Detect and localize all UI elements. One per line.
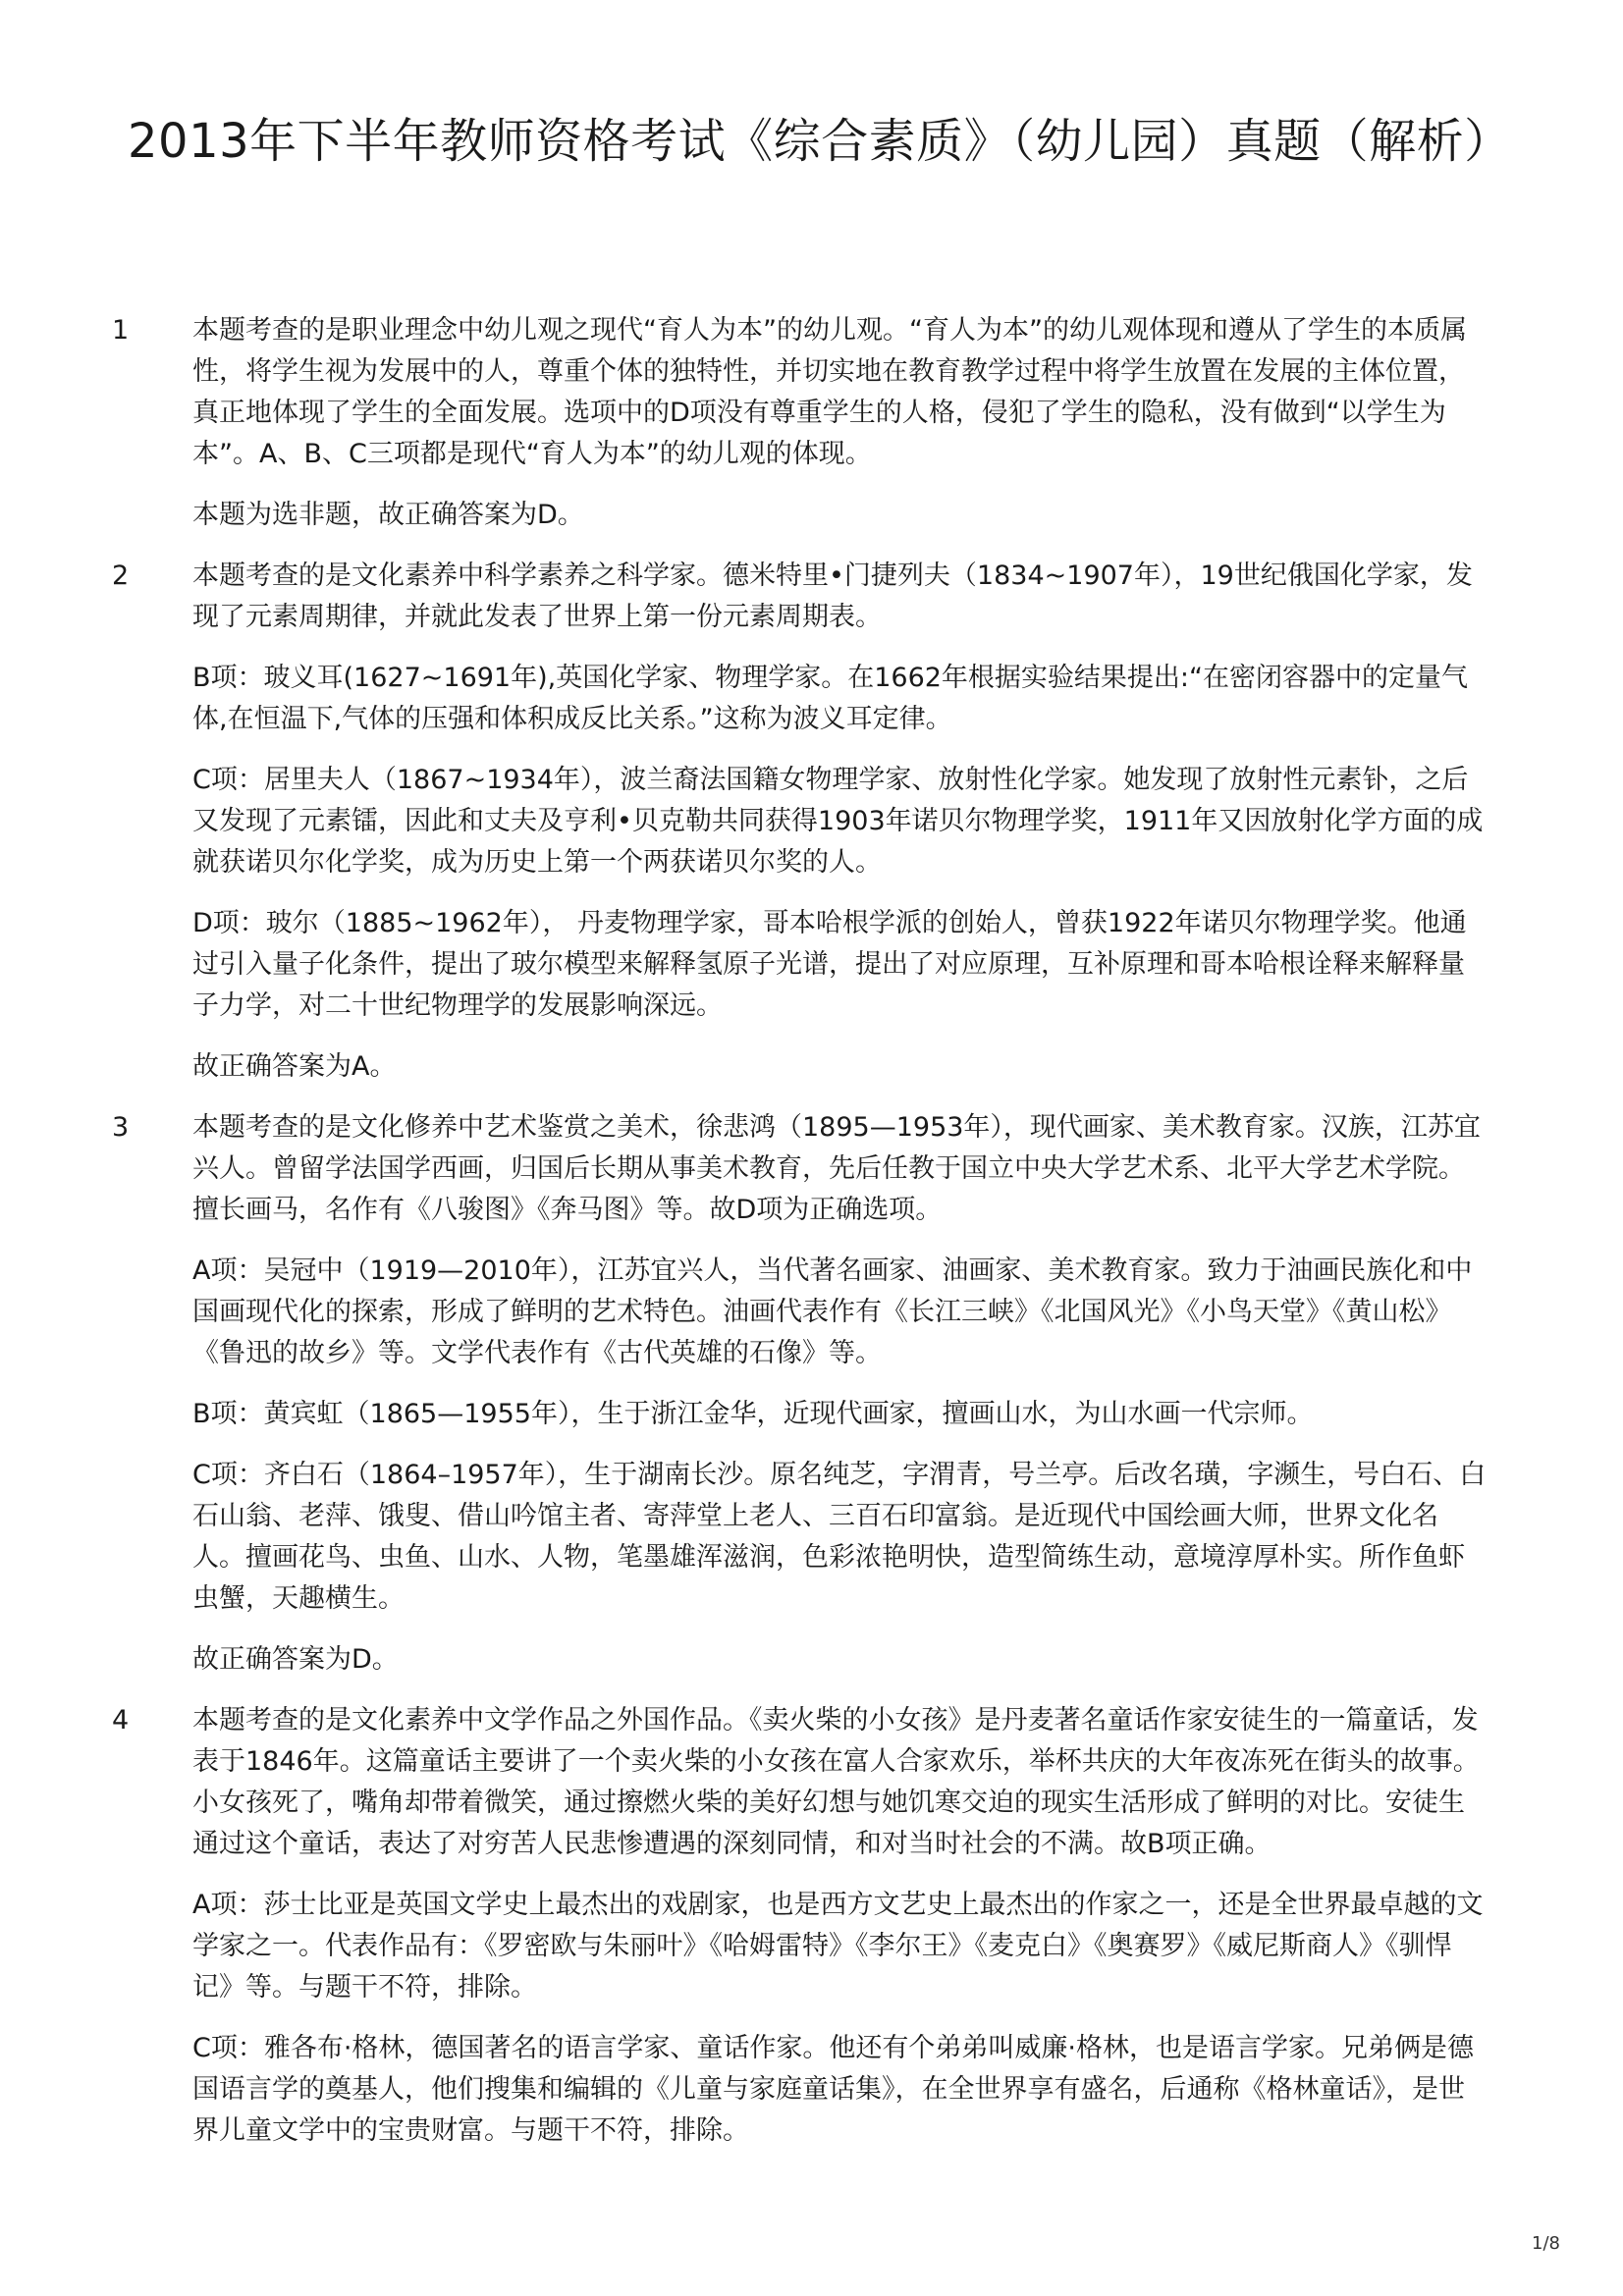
question-body xyxy=(192,1107,1487,1681)
question-3 xyxy=(112,1107,1487,1681)
paragraph: B项：玻义耳(1627~1691年),英国化学家、物理学家。在1662年根据实验结果提出:“在密闭容器中的定量气体,在恒温下,气体的压强和体积成反比关系。”这称为波义耳定律。 xyxy=(192,663,1469,734)
paragraph: C项：雅各布·格林，德国著名的语言学家、童话作家。他还有个弟弟叫威廉·格林，也是语言学家。兄弟俩是德国语言学的奠基人，他们搜集和编辑的《儿童与家庭童话集》，在全世界享有盛名，后通称《格林童话》，是世界儿童文学中的宝贵财富。与题干不符，排除。 xyxy=(192,2033,1475,2146)
paragraph: 本题考查的是文化素养中科学素养之科学家。德米特里•门捷列夫（1834~1907年），19世纪俄国化学家，发现了元素周期律，并就此发表了世界上第一份元素周期表。 xyxy=(192,561,1473,632)
paragraph: A项：莎士比亚是英国文学史上最杰出的戏剧家，也是西方文艺史上最杰出的作家之一，还是全世界最卓越的文学家之一。代表作品有：《罗密欧与朱丽叶》《哈姆雷特》《李尔王》《麦克白》《奥赛罗》《威尼斯商人》《驯悍记》等。与题干不符，排除。 xyxy=(192,1890,1484,2002)
paragraph: 本题考查的是文化修养中艺术鉴赏之美术，徐悲鸿（1895—1953年），现代画家、美术教育家。汉族，江苏宜兴人。曾留学法国学西画，归国后长期从事美术教育，先后任教于国立中央大学艺术系、北平大学艺术学院。擅长画马，名作有《八骏图》《奔马图》等。故D项为正确选项。 xyxy=(192,1112,1481,1225)
answer-line: 故正确答案为D。 xyxy=(192,1644,399,1675)
question-body xyxy=(192,1700,1487,2152)
question-number: 1 xyxy=(112,315,130,346)
paragraph: C项：齐白石（1864–1957年），生于湖南长沙。原名纯芝，字渭青，号兰亭。后改名璜，字濒生，号白石、白石山翁、老萍、饿叟、借山吟馆主者、寄萍堂上老人、三百石印富翁。是近现代中国绘画大师，世界文化名人。擅画花鸟、虫鱼、山水、人物，笔墨雄浑滋润，色彩浓艳明快，造型简练生动，意境淳厚朴实。所作鱼虾虫蟹，天趣横生。 xyxy=(192,1460,1487,1614)
page-title: 2013年下半年教师资格考试《综合素质》（幼儿园）真题（解析） xyxy=(128,114,1512,169)
question-2 xyxy=(112,556,1487,1088)
question-4 xyxy=(112,1700,1487,2152)
document-body xyxy=(112,310,1487,2171)
paragraph: D项：玻尔（1885~1962年）， 丹麦物理学家，哥本哈根学派的创始人，曾获1922年诺贝尔物理学奖。他通过引入量子化条件，提出了玻尔模型来解释氢原子光谱，提出了对应原理，互补原理和哥本哈根诠释来解释量子力学，对二十世纪物理学的发展影响深远。 xyxy=(192,908,1467,1021)
paragraph: B项：黄宾虹（1865—1955年），生于浙江金华，近现代画家，擅画山水，为山水画一代宗师。 xyxy=(192,1399,1314,1429)
page-number: 1/8 xyxy=(1532,2233,1560,2254)
answer-line: 故正确答案为A。 xyxy=(192,1051,397,1082)
paragraph: A项：吴冠中（1919—2010年），江苏宜兴人，当代著名画家、油画家、美术教育家。致力于油画民族化和中国画现代化的探索，形成了鲜明的艺术特色。油画代表作有《长江三峡》《北国风光》《小鸟天堂》《黄山松》《鲁迅的故乡》等。文学代表作有《古代英雄的石像》等。 xyxy=(192,1255,1473,1368)
question-body xyxy=(192,310,1487,536)
paragraph: C项：居里夫人（1867~1934年），波兰裔法国籍女物理学家、放射性化学家。她发现了放射性元素钋，之后又发现了元素镭，因此和丈夫及亨利•贝克勒共同获得1903年诺贝尔物理学奖，1911年又因放射化学方面的成就获诺贝尔化学奖，成为历史上第一个两获诺贝尔奖的人。 xyxy=(192,765,1484,878)
question-number: 3 xyxy=(112,1112,130,1143)
question-1 xyxy=(112,310,1487,536)
paragraph: 本题考查的是文化素养中文学作品之外国作品。《卖火柴的小女孩》是丹麦著名童话作家安徒生的一篇童话，发表于1846年。这篇童话主要讲了一个卖火柴的小女孩在富人合家欢乐，举杯共庆的大年夜冻死在街头的故事。小女孩死了，嘴角却带着微笑，通过擦燃火柴的美好幻想与她饥寒交迫的现实生活形成了鲜明的对比。安徒生通过这个童话，表达了对穷苦人民悲惨遭遇的深刻同情，和对当时社会的不满。故B项正确。 xyxy=(192,1705,1480,1859)
question-number: 4 xyxy=(112,1705,130,1735)
question-number: 2 xyxy=(112,561,130,591)
answer-line: 本题为选非题，故正确答案为D。 xyxy=(192,500,584,530)
paragraph: 本题考查的是职业理念中幼儿观之现代“育人为本”的幼儿观。“育人为本”的幼儿观体现和遵从了学生的本质属性，将学生视为发展中的人，尊重个体的独特性，并切实地在教育教学过程中将学生放置在发展的主体位置，真正地体现了学生的全面发展。选项中的D项没有尊重学生的人格，侵犯了学生的隐私，没有做到“以学生为本”。A、B、C三项都是现代“育人为本”的幼儿观的体现。 xyxy=(192,315,1467,469)
question-body xyxy=(192,556,1487,1088)
